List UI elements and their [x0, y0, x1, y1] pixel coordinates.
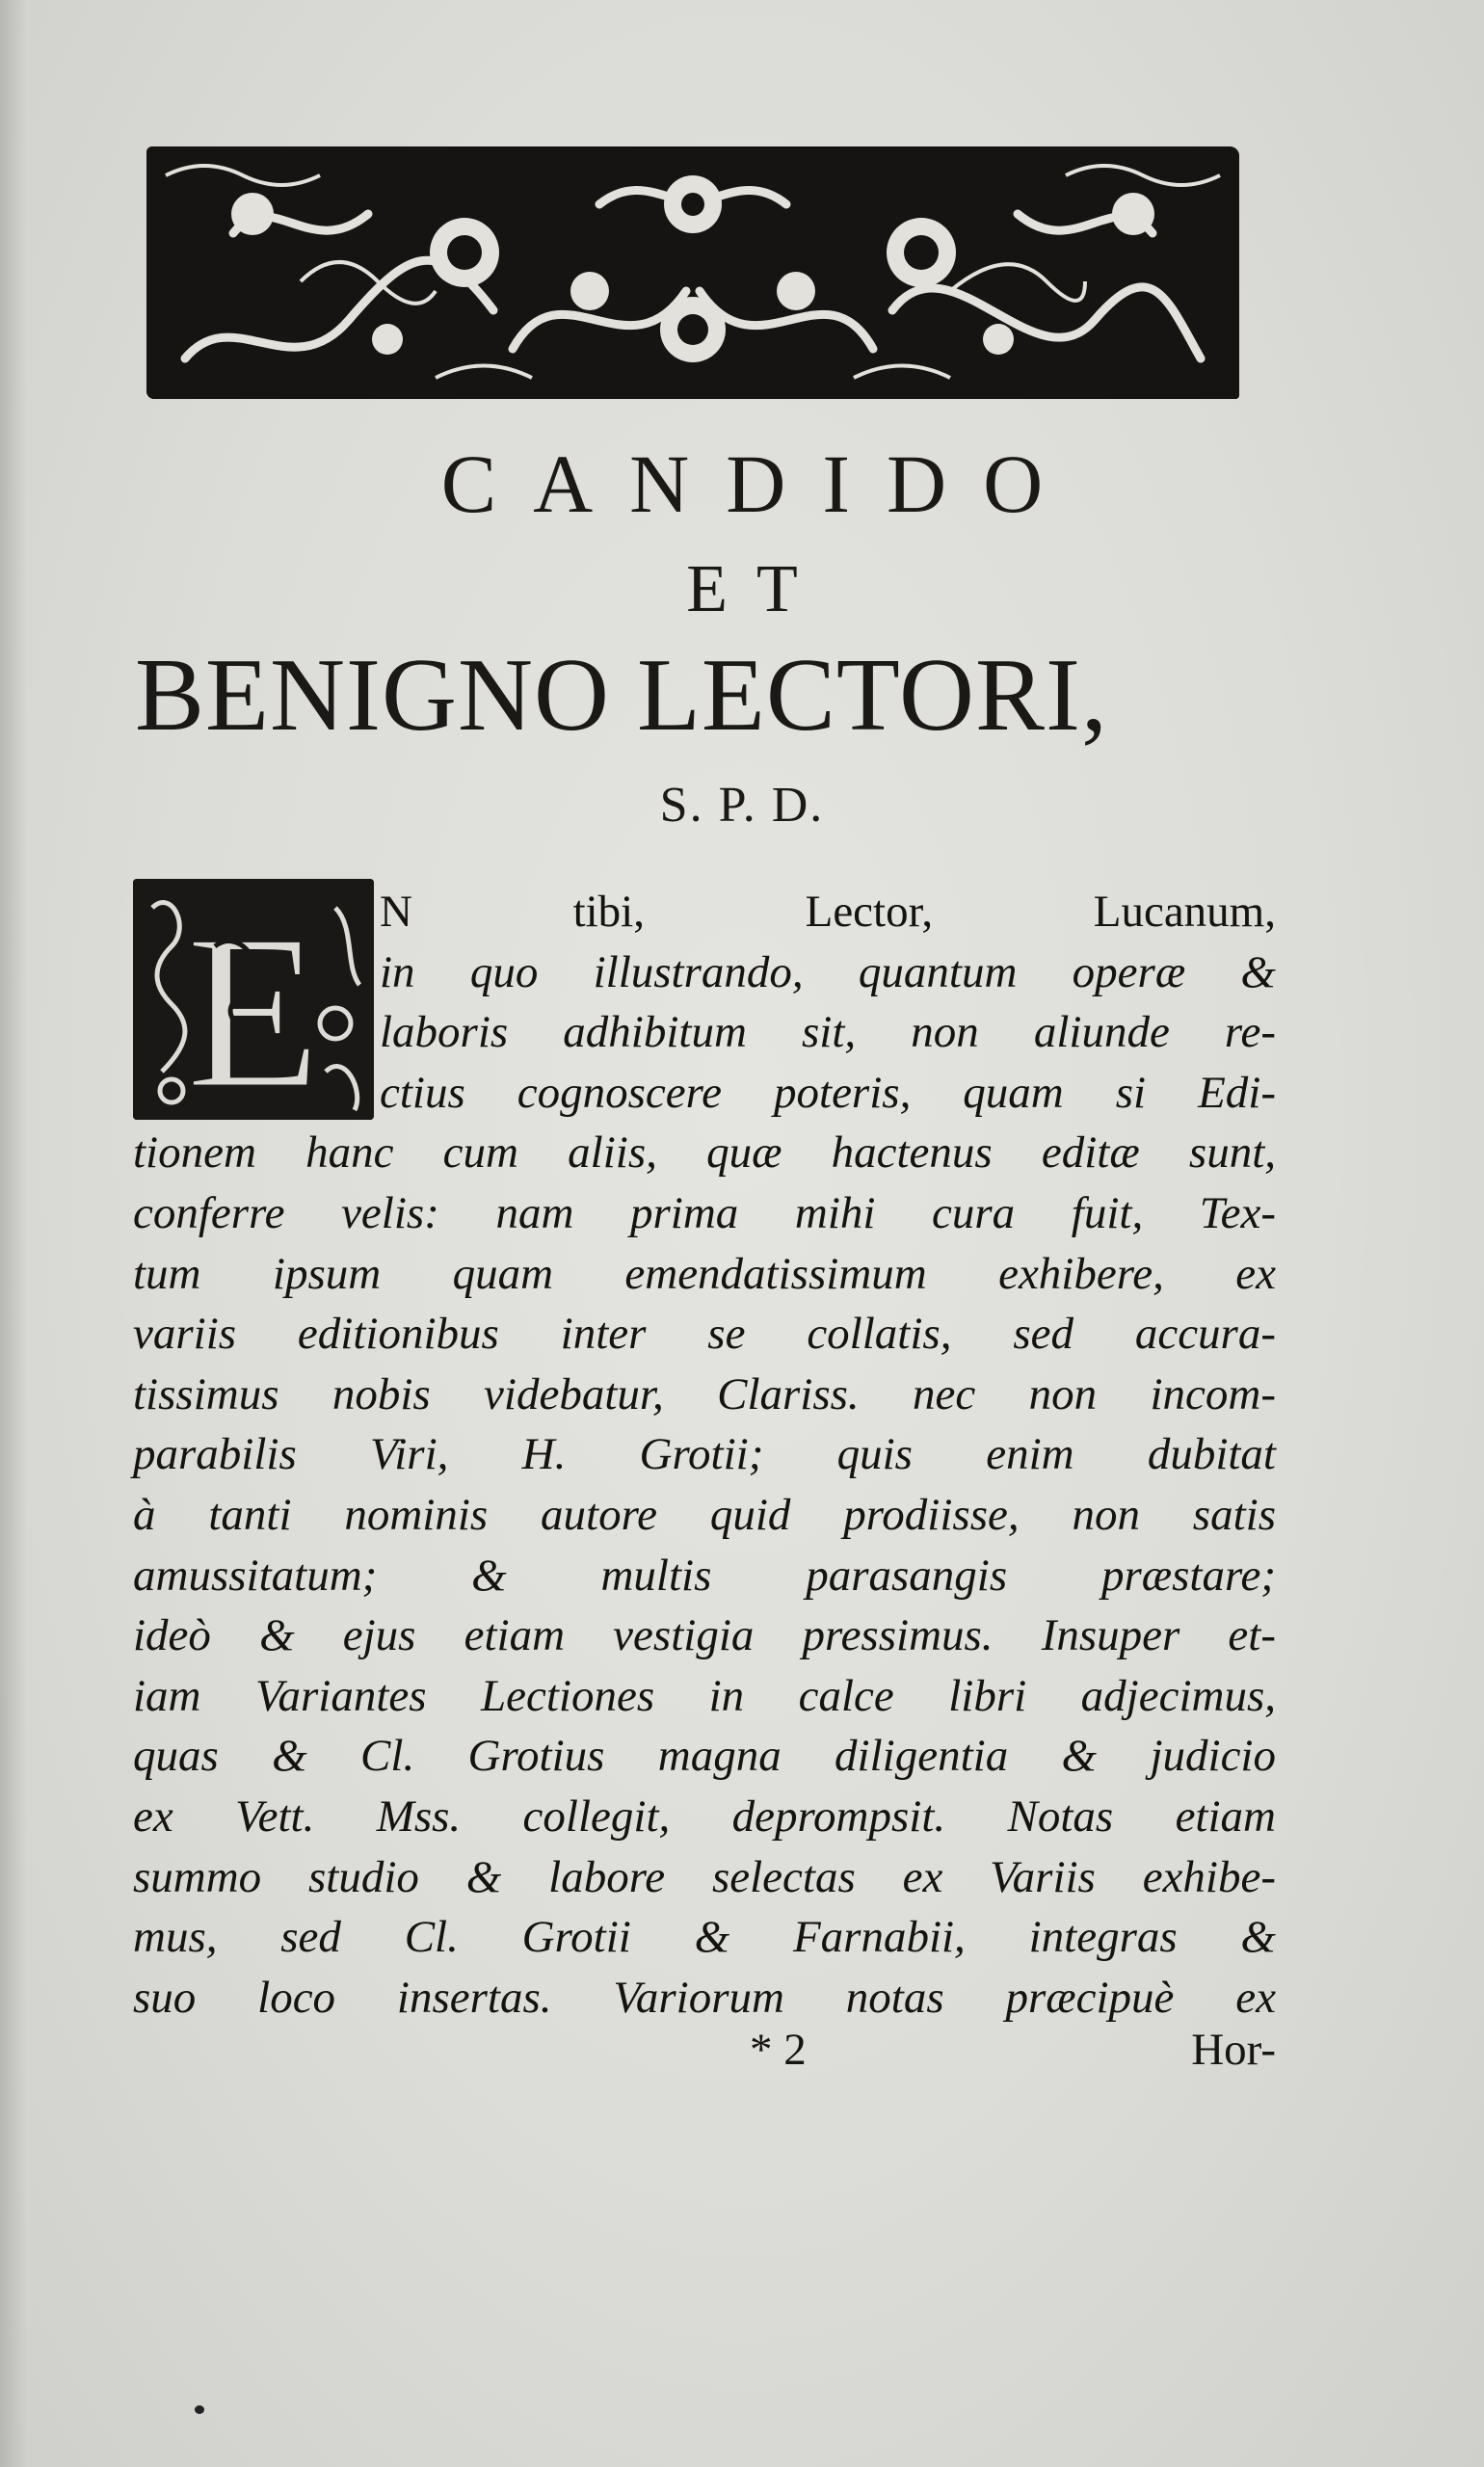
text-line: laboris adhibitum sit, non aliunde re-: [380, 1007, 1276, 1058]
text-line: tissimus nobis videbatur, Clariss. nec non incom-: [133, 1368, 1276, 1419]
woodcut-headpiece-ornament: [146, 146, 1239, 399]
title-benigno-lectori: BENIGNO LECTORI,: [135, 638, 1108, 753]
text-line: in quo illustrando, quantum operæ &: [380, 946, 1276, 997]
text-line: variis editionibus inter se collatis, sed accura-: [133, 1309, 1276, 1360]
signature-mark: * 2: [750, 2025, 807, 2075]
preface-body: [133, 882, 1276, 2028]
text-line: N tibi, Lector, Lucanum,: [380, 887, 1276, 937]
title-spd: S. P. D.: [659, 778, 825, 833]
text-line: summo studio & labore selectas ex Variis exhibe-: [133, 1851, 1276, 1902]
title-et: ET: [686, 552, 827, 626]
text-line: ctius cognoscere poteris, quam si Edi-: [380, 1067, 1276, 1118]
text-line: suo loco insertas. Variorum notas præcipuè ex: [133, 1972, 1276, 2023]
title-candido: CANDIDO: [440, 438, 1080, 530]
text-line: conferre velis: nam prima mihi cura fuit, Tex-: [133, 1187, 1276, 1238]
text-line: mus, sed Cl. Grotii & Farnabii, integras &: [133, 1912, 1276, 1963]
initial-glyph: E: [185, 889, 322, 1120]
text-line: ideò & ejus etiam vestigia pressimus. Insuper et-: [133, 1610, 1276, 1661]
text-line: parabilis Viri, H. Grotii; quis enim dubitat: [133, 1429, 1276, 1480]
text-line: amussitatum; & multis parasangis præstare;: [133, 1550, 1276, 1601]
text-line: tum ipsum quam emendatissimum exhibere, ex: [133, 1248, 1276, 1299]
ink-speck: [195, 2405, 204, 2414]
text-line: iam Variantes Lectiones in calce libri adjecimus,: [133, 1670, 1276, 1721]
page-gutter-shadow: [0, 0, 27, 2467]
catchword: Hor-: [1191, 2025, 1276, 2075]
text-line: tionem hanc cum aliis, quæ hactenus editæ sunt,: [133, 1127, 1276, 1179]
text-line: ex Vett. Mss. collegit, deprompsit. Notas etiam: [133, 1791, 1276, 1842]
text-line: à tanti nominis autore quid prodiisse, non satis: [133, 1489, 1276, 1540]
page-footer: [133, 2024, 1276, 2091]
text-line: quas & Cl. Grotius magna diligentia & judicio: [133, 1731, 1276, 1782]
